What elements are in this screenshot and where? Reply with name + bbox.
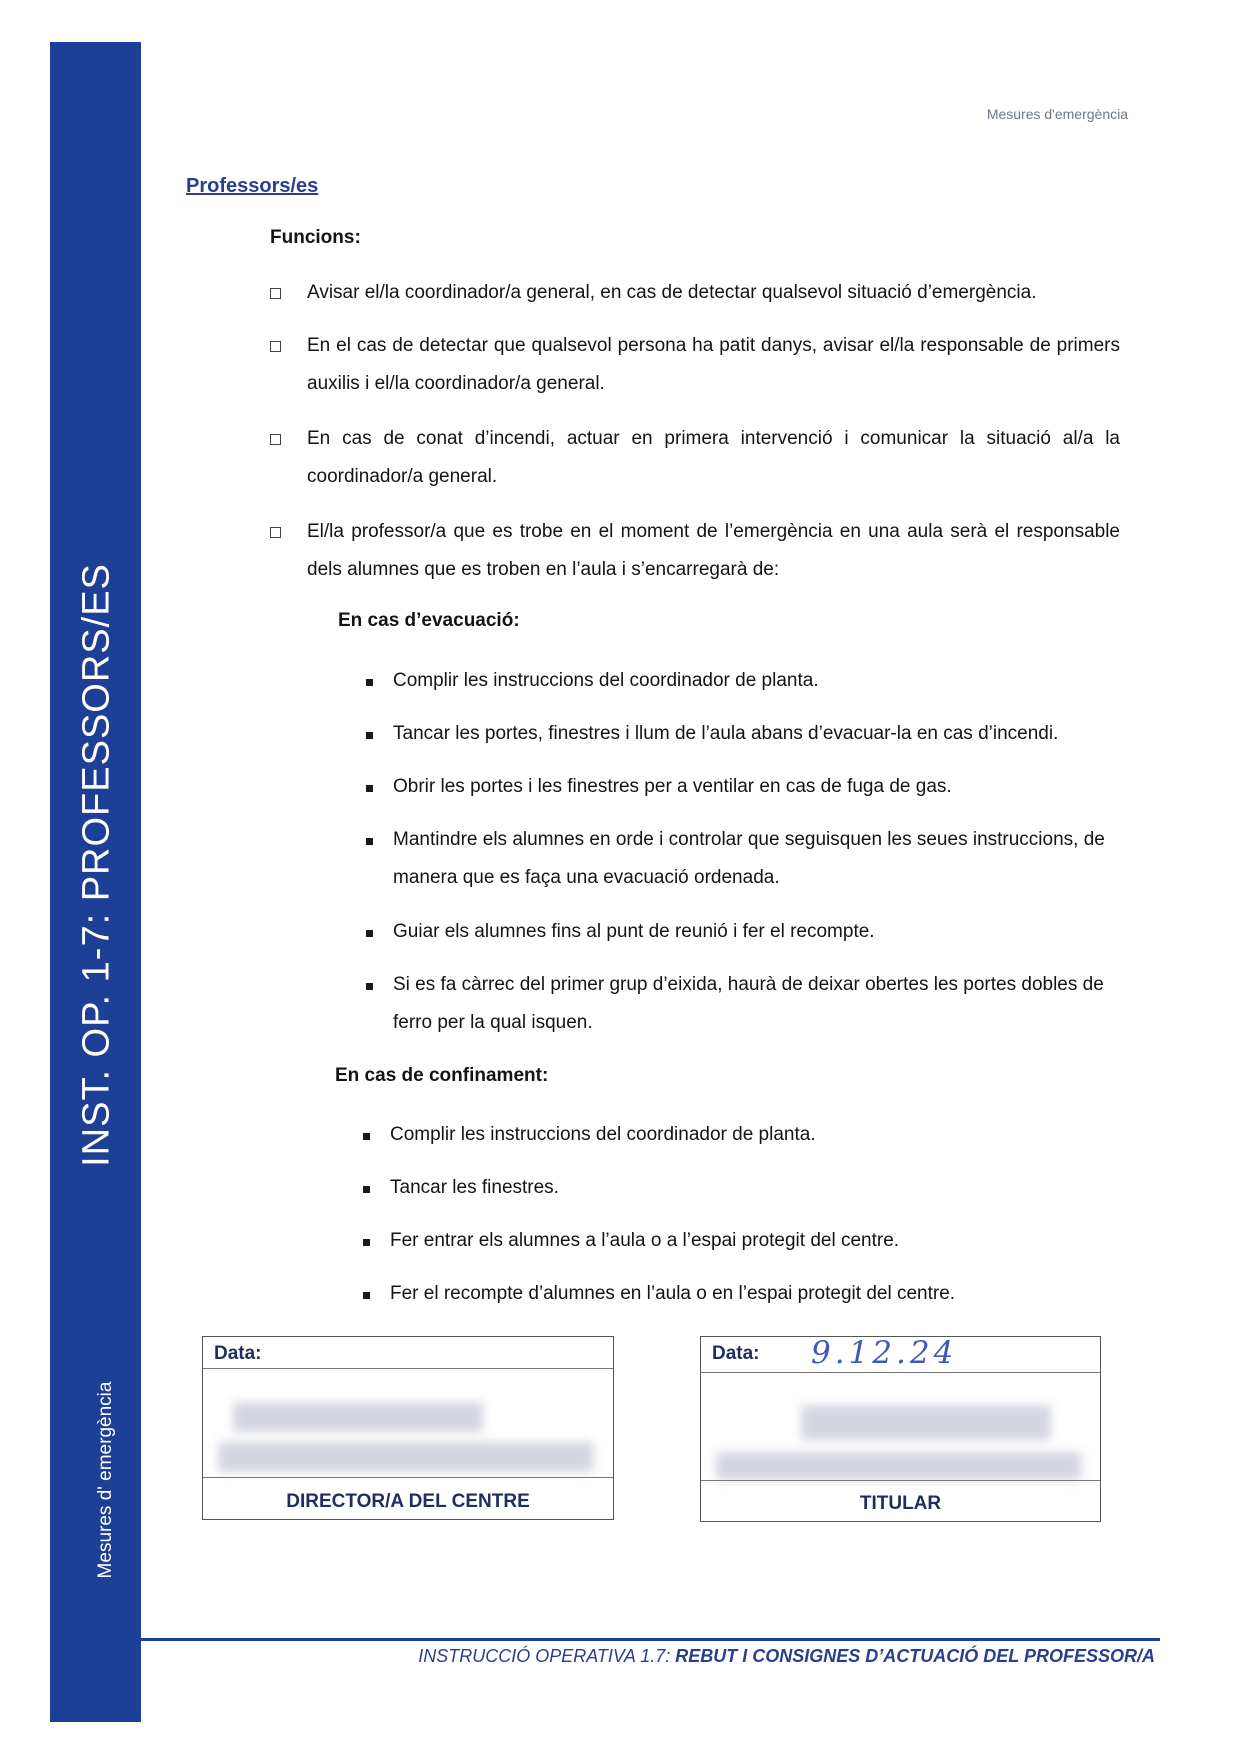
divider <box>203 1368 613 1369</box>
bullet-text: Obrir les portes i les finestres per a ventilar en cas de fuga de gas. <box>393 776 952 797</box>
handwritten-date: 9.12.24 <box>811 1335 958 1371</box>
bullet-text: Complir les instruccions del coordinador de planta. <box>390 1124 816 1145</box>
list-item <box>366 777 1126 806</box>
list-item <box>363 1231 1123 1260</box>
bullet-icon <box>366 838 373 845</box>
bullet-icon <box>363 1239 370 1246</box>
bullet-icon <box>366 930 373 937</box>
list-item <box>363 1284 1123 1313</box>
bullet-icon <box>366 983 373 990</box>
bullet-icon <box>363 1133 370 1140</box>
evacuation-heading: En cas d’evacuació: <box>338 610 520 631</box>
page-header: Mesures d'emergència <box>986 106 1128 122</box>
divider <box>701 1372 1100 1373</box>
redacted-signature <box>716 1452 1081 1480</box>
bullet-icon <box>366 732 373 739</box>
sidebar-title: INST. OP. 1-7: PROFESSORS/ES <box>75 563 118 1167</box>
list-item <box>366 830 1126 897</box>
director-caption: DIRECTOR/A DEL CENTRE <box>286 1491 530 1512</box>
list-item <box>366 975 1126 1042</box>
sidebar-subtitle: Mesures d' emergència <box>95 1381 116 1579</box>
checkbox-icon <box>270 288 281 299</box>
bullet-icon <box>366 785 373 792</box>
function-text: El/la professor/a que es trobe en el moment de l’emergència en una aula serà el responsable dels alumnes que es troben en l’aula i s’encarregarà de: <box>307 521 1120 580</box>
function-item <box>270 336 1120 403</box>
function-item <box>270 429 1120 496</box>
bullet-text: Tancar les portes, finestres i llum de l’aula abans d’evacuar-la en cas d’incendi. <box>393 723 1059 744</box>
signature-box-director <box>202 1336 614 1520</box>
date-label: Data: <box>214 1343 262 1364</box>
list-item <box>363 1125 1123 1154</box>
bullet-text: Guiar els alumnes fins al punt de reunió i fer el recompte. <box>393 921 875 942</box>
function-text: En el cas de detectar que qualsevol persona ha patit danys, avisar el/la responsable de primers auxilis i el/la coordinador/a general. <box>307 335 1120 394</box>
list-item <box>366 922 1126 951</box>
redacted-signature <box>218 1442 593 1472</box>
titular-caption: TITULAR <box>859 1493 942 1514</box>
list-item <box>363 1178 1123 1207</box>
confinement-heading: En cas de confinament: <box>335 1065 549 1086</box>
bullet-text: Si es fa càrrec del primer grup d’eixida, haurà de deixar obertes les portes dobles de ferro per la qual isquen. <box>393 974 1104 1033</box>
function-text: Avisar el/la coordinador/a general, en cas de detectar qualsevol situació d’emergència. <box>307 282 1037 303</box>
date-label: Data: <box>712 1343 760 1364</box>
bullet-text: Fer el recompte d’alumnes en l’aula o en l’espai protegit del centre. <box>390 1283 956 1304</box>
bullet-text: Complir les instruccions del coordinador de planta. <box>393 670 819 691</box>
footer-title: REBUT I CONSIGNES D’ACTUACIÓ DEL PROFESSOR/A <box>675 1646 1155 1666</box>
funcions-label: Funcions: <box>270 227 361 248</box>
checkbox-icon <box>270 434 281 445</box>
checkbox-icon <box>270 527 281 538</box>
checkbox-icon <box>270 341 281 352</box>
redacted-signature <box>801 1405 1051 1440</box>
bullet-text: Tancar les finestres. <box>390 1177 559 1198</box>
redacted-signature <box>233 1402 483 1432</box>
function-item <box>270 283 1120 312</box>
function-item <box>270 522 1120 589</box>
divider <box>701 1480 1100 1481</box>
page-footer <box>418 1646 1155 1667</box>
bullet-icon <box>363 1186 370 1193</box>
footer-prefix: INSTRUCCIÓ OPERATIVA 1.7: <box>418 1646 676 1666</box>
section-title: Professors/es <box>186 175 319 197</box>
bullet-icon <box>366 679 373 686</box>
list-item <box>366 724 1126 753</box>
footer-rule <box>135 1638 1160 1641</box>
signature-box-titular <box>700 1336 1101 1522</box>
function-text: En cas de conat d’incendi, actuar en primera intervenció i comunicar la situació al/a la coordinador/a general. <box>307 428 1120 487</box>
divider <box>203 1477 613 1478</box>
bullet-icon <box>363 1292 370 1299</box>
bullet-text: Mantindre els alumnes en orde i controlar que seguisquen les seues instruccions, de manera que es faça una evacuació ordenada. <box>393 829 1105 888</box>
list-item <box>366 671 1126 700</box>
bullet-text: Fer entrar els alumnes a l’aula o a l’espai protegit del centre. <box>390 1230 900 1251</box>
